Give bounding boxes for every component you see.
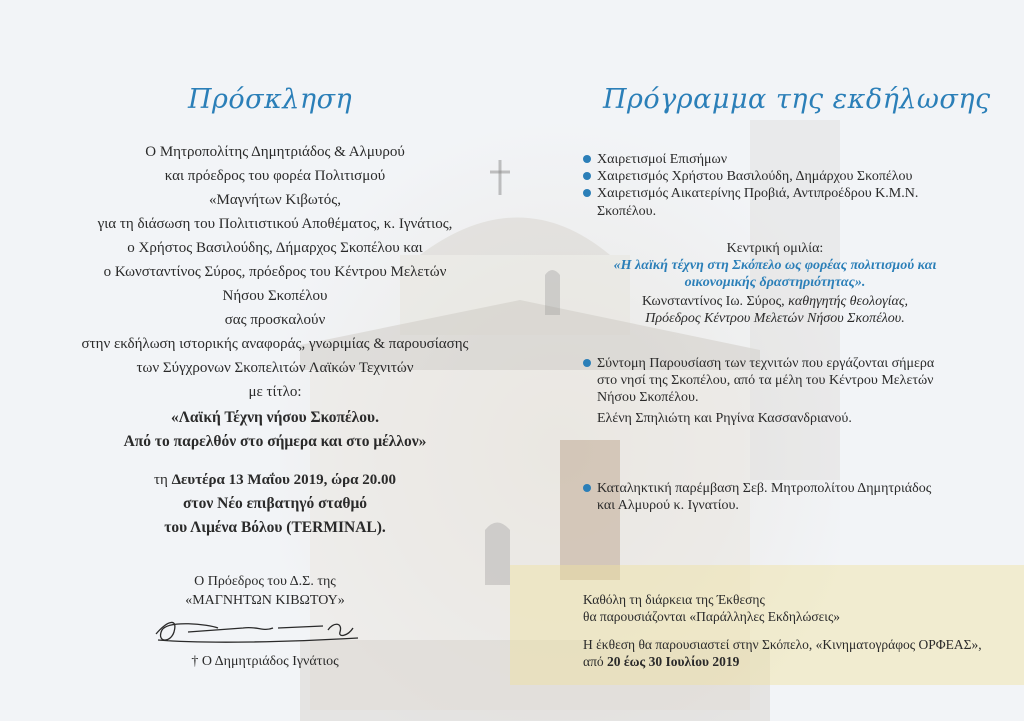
presentation-line-3: Νήσου Σκοπέλου. bbox=[597, 390, 699, 405]
signer-name: † Ο Δημητριάδος Ιγνάτιος bbox=[191, 654, 339, 669]
bullet-icon bbox=[583, 359, 591, 367]
exhibition-line-3: Η έκθεση θα παρουσιαστεί στην Σκόπελο, «Κινηματογράφος ΟΡΦΕΑΣ», bbox=[583, 637, 982, 652]
speaker-role-2: Πρόεδρος Κέντρου Μελετών Νήσου Σκοπέλου. bbox=[645, 311, 905, 326]
bullet-icon bbox=[583, 189, 591, 197]
event-date-prefix: τη bbox=[153, 472, 168, 488]
invitation-line: για τη διάσωση του Πολιτιστικού Αποθέματος, κ. Ιγνάτιος, bbox=[97, 216, 453, 232]
exhibition-line-2: θα παρουσιάζονται «Παράλληλες Εκδηλώσεις» bbox=[583, 609, 841, 624]
program-item-text: Χαιρετισμός Αικατερίνης Προβιά, Αντιπροέδρου Κ.Μ.Ν. bbox=[597, 186, 919, 201]
event-venue-line-1: στον Νέο επιβατηγό σταθμό bbox=[183, 495, 367, 512]
exhibition-dates-value: 20 έως 30 Ιουλίου 2019 bbox=[607, 654, 740, 669]
invitation-line: ο Κωνσταντίνος Σύρος, πρόεδρος του Κέντρου Μελετών bbox=[103, 264, 447, 280]
invitation-body bbox=[40, 140, 510, 540]
program-item-text-cont: Σκοπέλου. bbox=[597, 204, 657, 219]
invitation-line: Ο Μητροπολίτης Δημητριάδος & Αλμυρού bbox=[145, 144, 405, 160]
handwritten-signature bbox=[148, 610, 363, 648]
exhibition-dates-prefix: από bbox=[583, 654, 604, 669]
keynote-title-line-2: οικονομικής δραστηριότητας». bbox=[684, 275, 866, 290]
event-venue-line-2: του Λιμένα Βόλου (TERMINAL). bbox=[164, 519, 386, 536]
exhibition-line-1: Καθόλη τη διάρκεια της Έκθεσης bbox=[583, 592, 765, 607]
invitation-line: Νήσου Σκοπέλου bbox=[222, 288, 328, 304]
bullet-icon bbox=[583, 484, 591, 492]
keynote-block bbox=[560, 240, 990, 327]
closing-line-2: και Αλμυρού κ. Ιγνατίου. bbox=[597, 498, 739, 513]
speaker-name: Κωνσταντίνος Ιω. Σύρος, bbox=[641, 294, 785, 309]
closing-line-1: Καταληκτική παρέμβαση Σεβ. Μητροπολίτου Δημητριάδος bbox=[597, 481, 932, 496]
exhibition-dates bbox=[583, 653, 982, 670]
presentation-line-1: Σύντομη Παρουσίαση των τεχνιτών που εργάζονται σήμερα bbox=[597, 356, 935, 371]
signer-role-line-2: «ΜΑΓΝΗΤΩΝ ΚΙΒΩΤΟΥ» bbox=[185, 593, 345, 608]
bullet-icon bbox=[583, 155, 591, 163]
bullet-icon bbox=[583, 172, 591, 180]
program-item-text: Χαιρετισμός Χρήστου Βασιλούδη, Δημάρχου Σκοπέλου bbox=[597, 169, 913, 184]
keynote-label: Κεντρική ομιλία: bbox=[726, 241, 824, 256]
invitation-line: «Μαγνήτων Κιβωτός, bbox=[209, 192, 341, 208]
invitation-line: ο Χρήστος Βασιλούδης, Δήμαρχος Σκοπέλου και bbox=[127, 240, 423, 256]
keynote-title-line-1: «Η λαϊκή τέχνη στη Σκόπελο ως φορέας πολιτισμού και bbox=[613, 258, 937, 273]
program-item-text: Χαιρετισμοί Επισήμων bbox=[597, 152, 728, 167]
presenters: Ελένη Σπηλιώτη και Ρηγίνα Κασσανδριανού. bbox=[597, 411, 852, 426]
event-date bbox=[40, 468, 510, 492]
event-title-line-2: Από το παρελθόν στο σήμερα και στο μέλλον» bbox=[123, 433, 427, 450]
invitation-line: σας προσκαλούν bbox=[224, 312, 326, 328]
event-date-value: Δευτέρα 13 Μαΐου 2019, ώρα 20.00 bbox=[171, 472, 397, 488]
program-title: Πρόγραμμα της εκδήλωσης bbox=[603, 84, 991, 115]
invitation-line: με τίτλο: bbox=[248, 384, 302, 400]
invitation-line: στην εκδήλωση ιστορικής αναφοράς, γνωριμίας & παρουσίασης bbox=[81, 336, 469, 352]
exhibition-info bbox=[583, 591, 982, 670]
invitation-line: και πρόεδρος του φορέα Πολιτισμού bbox=[164, 168, 386, 184]
signer-role-line-1: Ο Πρόεδρος του Δ.Σ. της bbox=[194, 574, 336, 589]
invitation-title: Πρόσκληση bbox=[188, 84, 353, 115]
event-title-line-1: «Λαϊκή Τέχνη νήσου Σκοπέλου. bbox=[171, 409, 379, 426]
presentation-line-2: στο νησί της Σκοπέλου, από τα μέλη του Κέντρου Μελετών bbox=[597, 373, 934, 388]
speaker-role: καθηγητής θεολογίας, bbox=[788, 294, 909, 309]
invitation-line: των Σύγχρονων Σκοπελιτών Λαϊκών Τεχνιτών bbox=[136, 360, 414, 376]
speaker bbox=[560, 293, 990, 310]
